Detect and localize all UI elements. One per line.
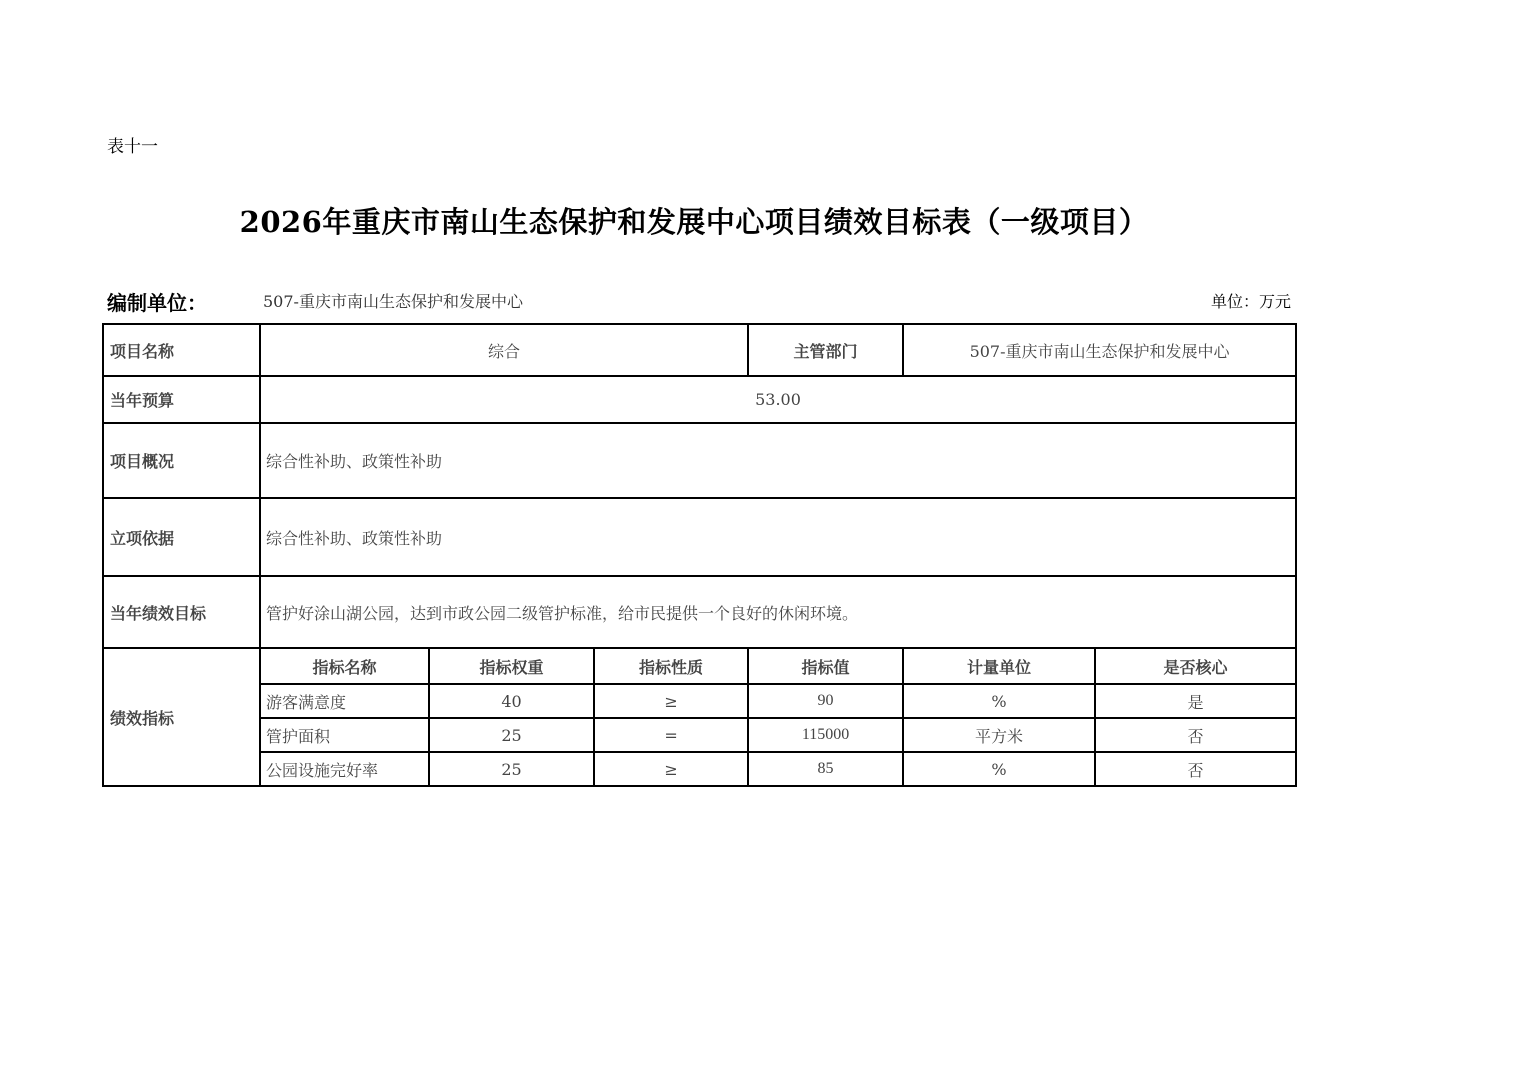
overview-label: 项目概况 (103, 423, 260, 498)
overview-value: 综合性补助、政策性补助 (260, 423, 1296, 498)
header-indicator-value: 指标值 (748, 648, 903, 684)
org-label: 编制单位： (107, 291, 207, 315)
indicator-header-row (103, 648, 1296, 684)
header-indicator-nature: 指标性质 (594, 648, 748, 684)
indicator-name: 管护面积 (260, 718, 429, 752)
indicator-nature: ≥ (594, 752, 748, 786)
indicator-weight: 25 (429, 718, 594, 752)
indicator-core: 否 (1095, 718, 1296, 752)
basis-label: 立项依据 (103, 498, 260, 576)
budget-row (103, 376, 1296, 423)
budget-value: 53.00 (260, 376, 1296, 423)
table-number: 表十一 (107, 137, 158, 157)
header-indicator-weight: 指标权重 (429, 648, 594, 684)
indicator-unit: 平方米 (903, 718, 1095, 752)
project-name-label: 项目名称 (103, 324, 260, 376)
indicator-row (103, 752, 1296, 786)
indicator-nature: = (594, 718, 748, 752)
indicator-weight: 40 (429, 684, 594, 718)
indicator-core: 是 (1095, 684, 1296, 718)
goal-label: 当年绩效目标 (103, 576, 260, 648)
indicators-label: 绩效指标 (103, 648, 260, 786)
indicator-row (103, 718, 1296, 752)
goal-value: 管护好涂山湖公园，达到市政公园二级管护标准，给市民提供一个良好的休闲环境。 (260, 576, 1296, 648)
budget-label: 当年预算 (103, 376, 260, 423)
indicator-name: 公园设施完好率 (260, 752, 429, 786)
indicator-unit: % (903, 752, 1095, 786)
org-value: 507-重庆市南山生态保护和发展中心 (263, 292, 523, 311)
overview-row (103, 423, 1296, 498)
indicator-weight: 25 (429, 752, 594, 786)
header-indicator-name: 指标名称 (260, 648, 429, 684)
indicator-core: 否 (1095, 752, 1296, 786)
indicator-value: 115000 (748, 718, 903, 752)
indicator-value: 90 (748, 684, 903, 718)
dept-label: 主管部门 (748, 324, 903, 376)
indicator-value: 85 (748, 752, 903, 786)
indicator-row (103, 684, 1296, 718)
performance-target-table (102, 323, 1297, 787)
goal-row (103, 576, 1296, 648)
basis-value: 综合性补助、政策性补助 (260, 498, 1296, 576)
indicator-name: 游客满意度 (260, 684, 429, 718)
basis-row (103, 498, 1296, 576)
header-measure-unit: 计量单位 (903, 648, 1095, 684)
project-name-row (103, 324, 1296, 376)
unit-label: 单位：万元 (1210, 292, 1291, 311)
header-is-core: 是否核心 (1095, 648, 1296, 684)
indicator-unit: % (903, 684, 1095, 718)
indicator-nature: ≥ (594, 684, 748, 718)
dept-value: 507-重庆市南山生态保护和发展中心 (903, 324, 1296, 376)
project-name-value: 综合 (260, 324, 748, 376)
page-title: 2026年重庆市南山生态保护和发展中心项目绩效目标表（一级项目） (239, 205, 1149, 239)
